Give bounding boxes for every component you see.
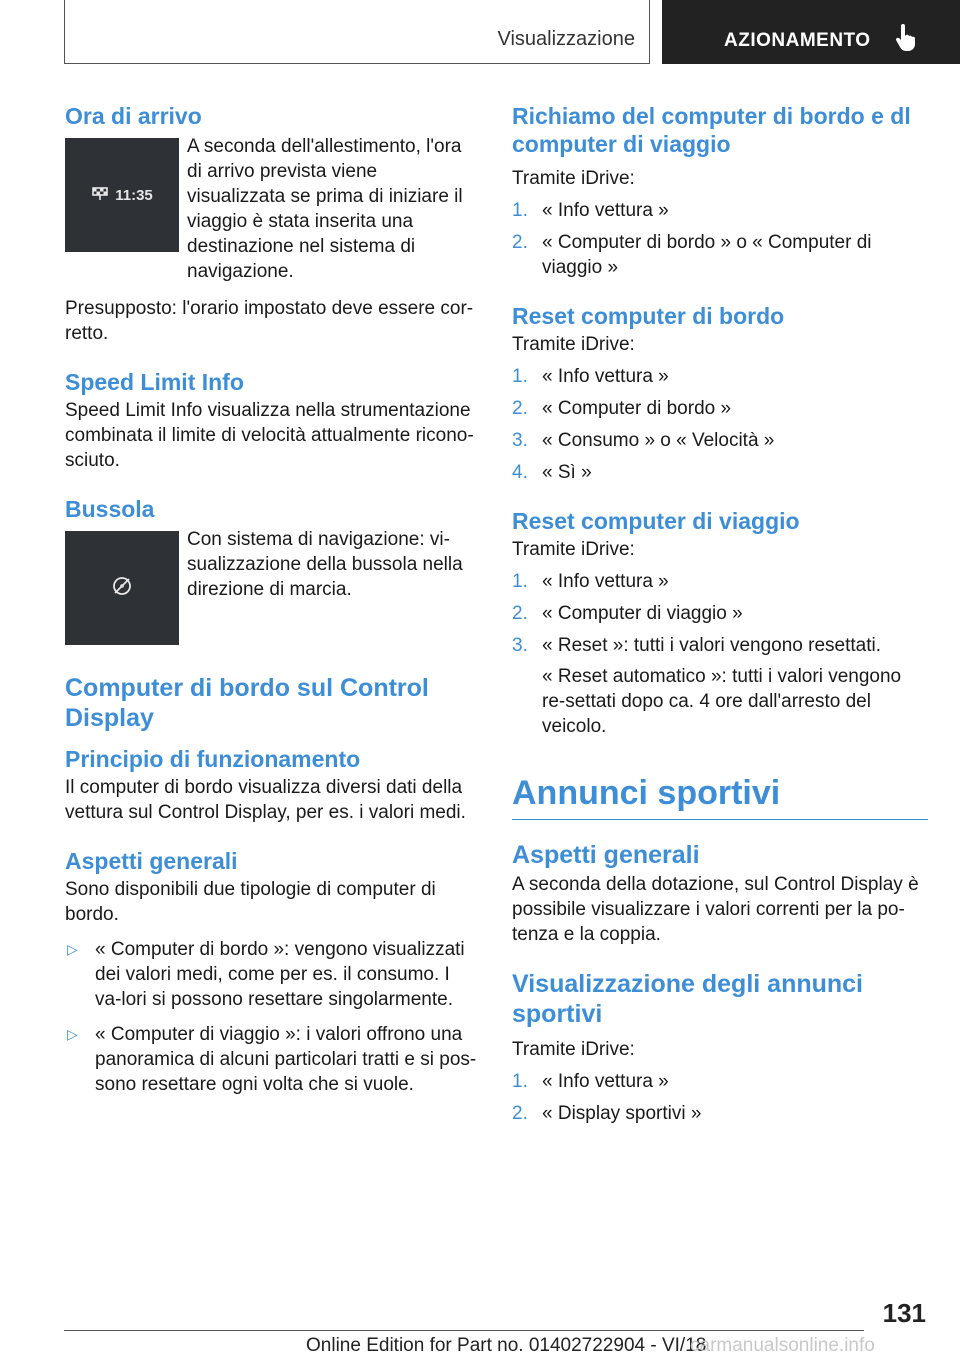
- header-frame: [64, 0, 650, 64]
- list-item: 2. « Computer di bordo »: [512, 398, 732, 419]
- list-item: 3. « Reset »: tutti i valori vengono resettati.: [512, 635, 882, 656]
- call-steps: [512, 198, 928, 280]
- sport-display-steps: [512, 1069, 928, 1126]
- page-number: 131: [882, 1298, 926, 1328]
- compass-icon: [111, 575, 133, 602]
- reset-board-via: Tramite iDrive:: [512, 334, 635, 355]
- footer-watermark: carmanualsonline.info: [690, 1335, 875, 1356]
- call-via: Tramite iDrive:: [512, 168, 635, 189]
- list-item: 1. « Info vettura »: [512, 1071, 669, 1092]
- arrival-time-figure: [65, 138, 179, 252]
- list-item: 2. « Display sportivi »: [512, 1103, 702, 1124]
- reset-trip-via: Tramite iDrive:: [512, 539, 635, 560]
- principle-title: Principio di funzionamento: [65, 746, 361, 772]
- reset-trip-note: « Reset automatico »: tutti i valori vengono re-settati dopo ca. 4 ore dall'arresto del veicolo.: [542, 666, 902, 737]
- compass-title: Bussola: [65, 496, 155, 522]
- list-item: 1. « Info vettura »: [512, 200, 669, 221]
- reset-trip-title: Reset computer di viaggio: [512, 508, 800, 534]
- footer-divider: [64, 1330, 864, 1331]
- arrival-title: Ora di arrivo: [65, 103, 202, 129]
- triangle-bullet-icon: ▷: [67, 1026, 78, 1042]
- arrival-figure-row: [65, 138, 477, 284]
- compass-text: Con sistema di navigazione: vi-sualizzazione della bussola nella direzione di marcia.: [187, 529, 463, 600]
- reset-board-title: Reset computer di bordo: [512, 303, 785, 329]
- reset-board-steps: [512, 364, 928, 485]
- reset-trip-steps: [512, 569, 928, 658]
- header-chapter-tab: [662, 0, 960, 64]
- list-item: 2. « Computer di viaggio »: [512, 603, 743, 624]
- hand-pointer-icon: [894, 24, 918, 57]
- arrival-prerequisite: Presupposto: l'orario impostato deve essere cor-retto.: [65, 298, 474, 344]
- arrival-clock: 11:35: [115, 186, 153, 204]
- sport-displays-title: Annunci sportivi: [512, 773, 928, 820]
- compass-figure-row: [65, 531, 477, 645]
- list-item: 3. « Consumo » o « Velocità »: [512, 430, 775, 451]
- list-item: 2. « Computer di bordo » o « Computer di viaggio »: [512, 232, 872, 278]
- destination-flag-icon: [91, 185, 109, 205]
- speed-limit-text: Speed Limit Info visualizza nella strumentazione combinata il limite di velocità attualmente ricono-sciuto.: [65, 400, 474, 471]
- compass-figure: [65, 531, 179, 645]
- arrival-text: A seconda dell'allestimento, l'ora di arrivo prevista viene visualizzata se prima di iniziare il viaggio è stata inserita una destinazione nel sistema di navigazione.: [187, 136, 463, 282]
- call-computer-title: Richiamo del computer di bordo e dl computer di viaggio: [512, 103, 911, 157]
- sport-general-title: Aspetti generali: [512, 841, 700, 869]
- sport-display-via: Tramite iDrive:: [512, 1039, 635, 1060]
- general-text: Sono disponibili due tipologie di computer di bordo.: [65, 879, 436, 925]
- general-title: Aspetti generali: [65, 848, 238, 874]
- list-item: 1. « Info vettura »: [512, 571, 669, 592]
- header-chapter: AZIONAMENTO: [724, 30, 871, 51]
- speed-limit-title: Speed Limit Info: [65, 369, 244, 395]
- right-column: [512, 102, 928, 1126]
- list-item: 4. « Sì »: [512, 462, 592, 483]
- left-column: [65, 102, 477, 1097]
- sport-general-text: A seconda della dotazione, sul Control Display è possibile visualizzare i valori correnti per la po-tenza e la coppia.: [512, 874, 919, 945]
- sport-display-title: Visualizzazione degli annunci sportivi: [512, 970, 864, 1028]
- triangle-bullet-icon: ▷: [67, 941, 78, 957]
- header-section: Visualizzazione: [497, 28, 635, 50]
- computer-types-list: [65, 937, 477, 1097]
- footer-edition: Online Edition for Part no. 01402722904 - VI/18: [306, 1335, 707, 1356]
- list-item: 1. « Info vettura »: [512, 366, 669, 387]
- principle-text: Il computer di bordo visualizza diversi dati della vettura sul Control Display, per es. i valori medi.: [65, 777, 466, 823]
- list-item: ▷ « Computer di viaggio »: i valori offrono una panoramica di alcuni particolari tratti e si pos-sono resettare ogni volta che si vuole.: [67, 1024, 477, 1095]
- list-item: ▷ « Computer di bordo »: vengono visualizzati dei valori medi, come per es. il consumo. I va-lori si possono resettare singolarmente.: [67, 939, 465, 1010]
- onboard-computer-title: Computer di bordo sul Control Display: [65, 674, 429, 732]
